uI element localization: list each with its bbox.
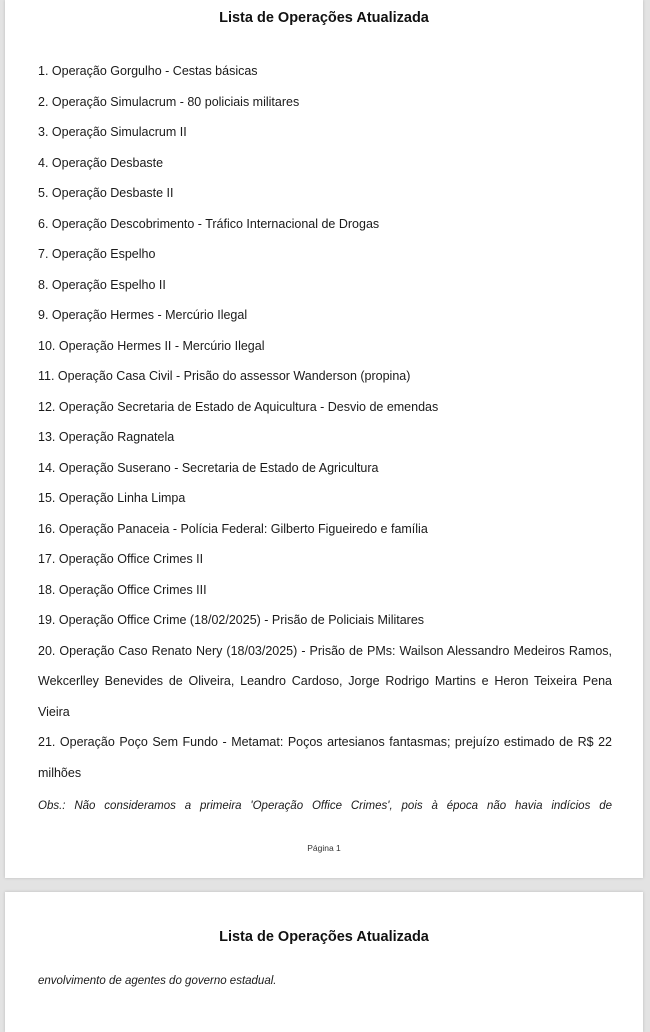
list-item: 20. Operação Caso Renato Nery (18/03/2025) - Prisão de PMs: Wailson Alessandro Medeiros Ramos, Wekcerlley Benevides de Oliveira, Leandro Cardoso, Jorge Rodrigo Martins e Heron Teixeira Pena Vieira — [38, 643, 612, 719]
operations-list — [38, 56, 612, 788]
list-item: 10. Operação Hermes II - Mercúrio Ilegal — [38, 338, 265, 353]
list-item: 15. Operação Linha Limpa — [38, 491, 186, 505]
list-item: 3. Operação Simulacrum II — [38, 125, 187, 139]
list-item: 8. Operação Espelho II — [38, 277, 166, 292]
list-item: 6. Operação Descobrimento - Tráfico Internacional de Drogas — [38, 216, 380, 231]
list-item: 7. Operação Espelho — [38, 247, 156, 261]
document-title: Lista de Operações Atualizada — [219, 10, 429, 26]
document-page-1 — [5, 0, 643, 878]
list-item: 9. Operação Hermes - Mercúrio Ilegal — [38, 308, 248, 322]
list-item: 14. Operação Suserano - Secretaria de Estado de Agricultura — [38, 460, 379, 475]
page-number: Página 1 — [307, 843, 341, 853]
list-item: 17. Operação Office Crimes II — [38, 552, 204, 566]
list-item: 1. Operação Gorgulho - Cestas básicas — [38, 64, 258, 78]
list-item: 21. Operação Poço Sem Fundo - Metamat: Poços artesianos fantasmas; prejuízo estimado de R$ 22 milhões — [38, 735, 612, 780]
list-item: 2. Operação Simulacrum - 80 policiais militares — [38, 94, 300, 109]
list-item: 4. Operação Desbaste — [38, 155, 164, 170]
list-item: 16. Operação Panaceia - Polícia Federal: Gilberto Figueiredo e família — [38, 521, 428, 536]
obs-note: Obs.: Não consideramos a primeira 'Operação Office Crimes', pois à época não havia indícios de — [38, 800, 612, 812]
list-item: 11. Operação Casa Civil - Prisão do assessor Wanderson (propina) — [38, 369, 411, 383]
document-title: Lista de Operações Atualizada — [219, 929, 429, 945]
continuation-text: envolvimento de agentes do governo estadual. — [38, 975, 277, 987]
list-item: 18. Operação Office Crimes III — [38, 582, 207, 597]
list-item: 19. Operação Office Crime (18/02/2025) - Prisão de Policiais Militares — [38, 613, 425, 627]
list-item: 12. Operação Secretaria de Estado de Aquicultura - Desvio de emendas — [38, 399, 439, 414]
list-item: 13. Operação Ragnatela — [38, 430, 175, 444]
list-item: 5. Operação Desbaste II — [38, 186, 174, 200]
document-page-2 — [5, 892, 643, 1032]
